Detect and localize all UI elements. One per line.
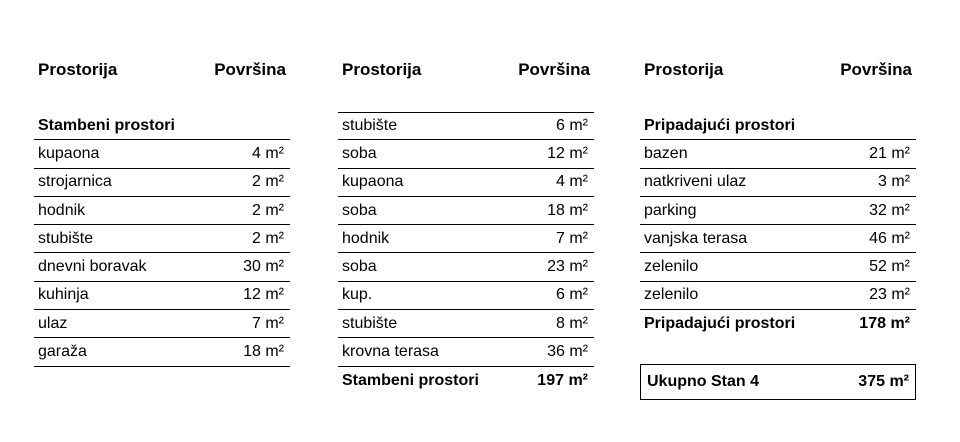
- section-title: Pripadajući prostori: [644, 116, 796, 134]
- table-row: [34, 253, 290, 281]
- table-row: [338, 282, 594, 310]
- room-name: bazen: [644, 144, 688, 162]
- table-row: [640, 282, 916, 310]
- subtotal-label: Pripadajući prostori: [644, 315, 796, 333]
- table-row: [338, 197, 594, 225]
- room-area: 2 m²: [252, 173, 284, 191]
- table-row: [338, 338, 594, 366]
- section-title: Stambeni prostori: [38, 116, 175, 134]
- room-name: stubište: [342, 314, 398, 332]
- room-area: 2 m²: [252, 201, 284, 219]
- room-name: zelenilo: [644, 258, 699, 276]
- subtotal-area: 178 m²: [859, 315, 910, 333]
- room-name: natkriveni ulaz: [644, 173, 747, 191]
- table-header: [34, 60, 290, 84]
- room-name: kupaona: [38, 144, 100, 162]
- room-name: kup.: [342, 286, 373, 304]
- room-area: 36 m²: [547, 343, 588, 361]
- header-area: Površina: [518, 60, 590, 79]
- room-name: dnevni boravak: [38, 258, 147, 276]
- room-area: 4 m²: [252, 144, 284, 162]
- room-name: soba: [342, 258, 377, 276]
- room-area: 52 m²: [869, 258, 910, 276]
- room-name: vanjska terasa: [644, 229, 748, 247]
- header-room: Prostorija: [644, 60, 724, 79]
- room-name: ulaz: [38, 314, 68, 332]
- table-row: [640, 140, 916, 168]
- room-area: 23 m²: [869, 286, 910, 304]
- room-area: 4 m²: [556, 173, 588, 191]
- table-row: [34, 338, 290, 366]
- room-name: stubište: [342, 117, 398, 135]
- table-row: [338, 225, 594, 253]
- table-row: [640, 225, 916, 253]
- room-area: 23 m²: [547, 258, 588, 276]
- header-area: Površina: [214, 60, 286, 79]
- grand-total-label: Ukupno Stan 4: [647, 373, 760, 390]
- table-row: [338, 310, 594, 338]
- table-row: [34, 282, 290, 310]
- table-header: [338, 60, 594, 84]
- table-row: [338, 112, 594, 140]
- subtotal-label: Stambeni prostori: [342, 371, 479, 389]
- header-area: Površina: [840, 60, 912, 79]
- table-row: [34, 169, 290, 197]
- table-row: [34, 225, 290, 253]
- room-area: 21 m²: [869, 144, 910, 162]
- table-row: [338, 140, 594, 168]
- table-row: [640, 253, 916, 281]
- room-name: hodnik: [342, 229, 390, 247]
- subtotal-row: [640, 310, 916, 338]
- room-area: 8 m²: [556, 314, 588, 332]
- room-name: kupaona: [342, 173, 404, 191]
- room-name: soba: [342, 201, 377, 219]
- room-area: 46 m²: [869, 229, 910, 247]
- header-room: Prostorija: [38, 60, 118, 79]
- room-list: [34, 112, 290, 367]
- room-name: stubište: [38, 229, 94, 247]
- room-area: 18 m²: [243, 343, 284, 361]
- room-list: [338, 112, 594, 395]
- room-name: soba: [342, 144, 377, 162]
- room-name: kuhinja: [38, 286, 89, 304]
- table-row: [338, 253, 594, 281]
- room-name: krovna terasa: [342, 343, 439, 361]
- room-list: [640, 112, 916, 338]
- room-name: strojarnica: [38, 173, 112, 191]
- room-area: 30 m²: [243, 258, 284, 276]
- table-header: [640, 60, 916, 84]
- room-area: 7 m²: [252, 314, 284, 332]
- room-area: 12 m²: [547, 144, 588, 162]
- room-name: garaža: [38, 343, 87, 361]
- room-name: parking: [644, 201, 697, 219]
- room-area: 6 m²: [556, 286, 588, 304]
- room-area: 7 m²: [556, 229, 588, 247]
- table-row: [34, 197, 290, 225]
- room-area: 18 m²: [547, 201, 588, 219]
- table-row: [640, 197, 916, 225]
- grand-total-box: [640, 364, 916, 400]
- table-row: [640, 169, 916, 197]
- room-name: zelenilo: [644, 286, 699, 304]
- room-area: 6 m²: [556, 117, 588, 135]
- room-area: 12 m²: [243, 286, 284, 304]
- header-room: Prostorija: [342, 60, 422, 79]
- subtotal-area: 197 m²: [537, 371, 588, 389]
- grand-total-area: 375 m²: [858, 373, 909, 390]
- room-area: 32 m²: [869, 201, 910, 219]
- table-row: [34, 140, 290, 168]
- table-row: [338, 169, 594, 197]
- room-area: 2 m²: [252, 229, 284, 247]
- subtotal-row: [338, 367, 594, 395]
- table-row: [34, 310, 290, 338]
- section-heading: [34, 112, 290, 140]
- section-heading: [640, 112, 916, 140]
- room-name: hodnik: [38, 201, 86, 219]
- room-area: 3 m²: [878, 173, 910, 191]
